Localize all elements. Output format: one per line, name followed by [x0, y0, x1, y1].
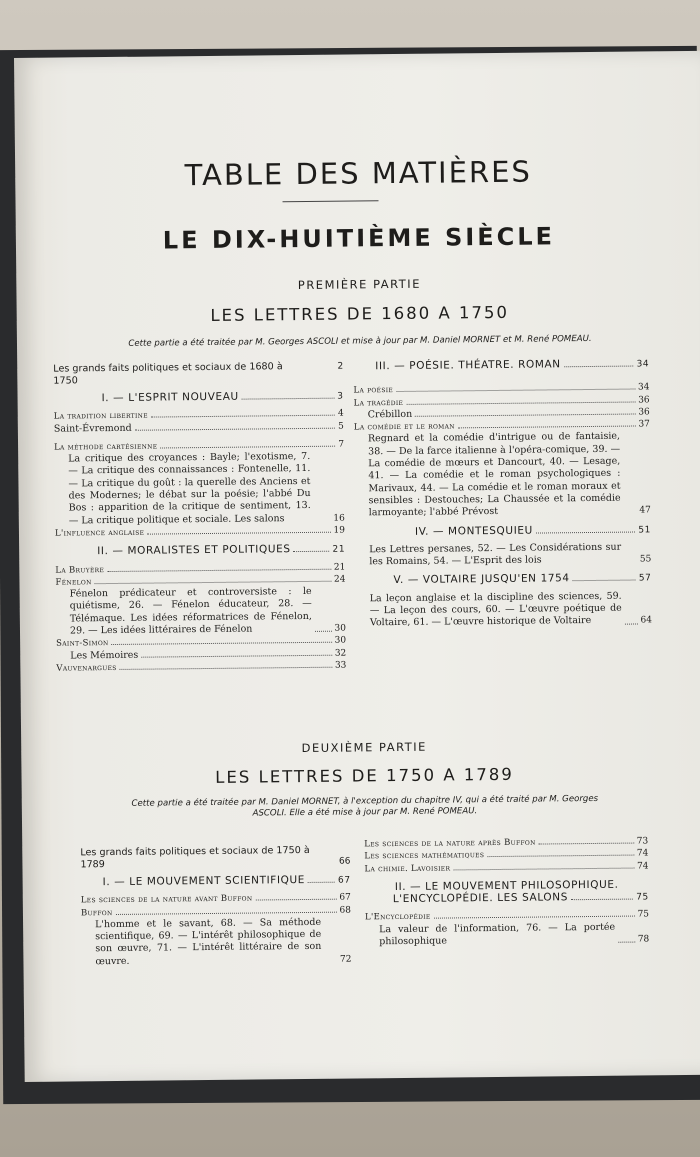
toc-entry[interactable]: Regnard et la comédie d'intrigue ou de fantaisie, 38. — De la farce italienne à l'opéra-comique, 39. — La comédie de mœurs et Dancourt, 40. — Lesage, 41. — La comédie et le roman psychologiques : Marivaux, 44. — La comédie et le roman moraux et sensibles : Destouches; La Chaussée et la comédie larmoyante; l'abbé Prévost 47: [367, 431, 651, 519]
toc-chapter[interactable]: I. — LE MOUVEMENT SCIENTIFIQUE 67: [102, 873, 351, 889]
part1-right-column: [353, 357, 652, 630]
toc-chapter[interactable]: L'ENCYCLOPÉDIE. LES SALONS 75: [392, 891, 649, 906]
part2-heading: DEUXIÈME PARTIE: [301, 739, 427, 756]
part2-title: LES LETTRES DE 1750 A 1789: [215, 764, 514, 787]
toc-entry[interactable]: Les Mémoires 32: [70, 648, 347, 662]
toc-chapter[interactable]: II. — MORALISTES ET POLITIQUES 21: [97, 543, 346, 558]
toc-entry[interactable]: La critique des croyances : Bayle; l'exotisme, 7. — La critique des connaissances : Fontenelle, 11. — La critique du goût : la querelle des Anciens et des Modernes; le débat sur la poésie; l'abbé Du Bos : apparition de la critique de sentiment, 13. — La critique politique et sociale. Les salons 16: [68, 451, 345, 527]
toc-entry[interactable]: Les sciences mathématiques 74: [364, 848, 649, 862]
toc-entry[interactable]: La poésie 34: [353, 382, 650, 396]
toc-entry[interactable]: Les sciences de la nature après Buffon 73: [364, 836, 649, 850]
toc-chapter[interactable]: III. — POÉSIE. THÉATRE. ROMAN 34: [375, 358, 650, 373]
toc-chapter[interactable]: II. — LE MOUVEMENT PHILOSOPHIQUE.: [394, 878, 619, 893]
page-subtitle: LE DIX-HUITIÈME SIÈCLE: [162, 222, 556, 255]
toc-entry[interactable]: Buffon 68: [80, 905, 351, 918]
toc-entry[interactable]: Crébillon 36: [367, 407, 650, 421]
toc-chapter[interactable]: I. — L'ESPRIT NOUVEAU 3: [101, 390, 344, 405]
toc-entry[interactable]: Fénelon 24: [55, 574, 346, 588]
toc-entry[interactable]: Saint-Évremond 5: [53, 421, 344, 435]
part1-note: Cette partie a été traitée par M. Georges ASCOLI et mise à jour par M. Daniel MORNET et M. René POMEAU.: [128, 333, 592, 349]
part1-left-column: [53, 361, 346, 675]
toc-entry[interactable]: Saint-Simon 30: [56, 635, 347, 649]
toc-entry[interactable]: La chimie. Lavoisier 74: [364, 860, 649, 874]
toc-entry[interactable]: Les grands faits politiques et sociaux de 1680 à 1750 2: [53, 361, 344, 387]
toc-entry[interactable]: L'homme et le savant, 68. — Sa méthode scientifique, 69. — L'intérêt philosophique de son œuvre, 71. — L'intérêt littéraire de son œuvre. 72: [95, 916, 352, 967]
toc-entry[interactable]: La méthode cartésienne 7: [54, 439, 345, 453]
part2-left-column: [80, 845, 351, 969]
toc-entry[interactable]: L'Encyclopédie 75: [364, 909, 650, 923]
toc-entry[interactable]: L'influence anglaise 19: [54, 525, 346, 539]
toc-chapter[interactable]: V. — VOLTAIRE JUSQU'EN 1754 57: [393, 572, 652, 587]
toc-entry[interactable]: Les grands faits politiques et sociaux de 1750 à 1789 66: [80, 844, 351, 870]
toc-entry[interactable]: La tragédie 36: [353, 394, 650, 409]
toc-entry[interactable]: Fénelon prédicateur et controversiste : le quiétisme, 26. — Fénelon éducateur, 28. — Télémaque. Les idées réformatrices de Fénelon, 29. — Les idées littéraires de Fénelon 30: [69, 586, 347, 637]
toc-entry[interactable]: Les Lettres persanes, 52. — Les Considérations sur les Romains, 54. — L'Esprit des lois 55: [369, 541, 652, 568]
page-title: TABLE DES MATIÈRES: [184, 154, 533, 193]
toc-entry[interactable]: La valeur de l'information, 76. — La portée philosophique 78: [379, 921, 650, 948]
part2-right-column: [364, 835, 649, 948]
toc-entry[interactable]: La Bruyère 21: [55, 562, 346, 576]
part2-note: Cette partie a été traitée par M. Daniel MORNET, à l'exception du chapitre IV, qui a été traité par M. Georges ASCOLI. Elle a été mise à jour par M. René POMEAU.: [131, 793, 599, 819]
toc-entry[interactable]: La leçon anglaise et la discipline des sciences, 59. — La leçon des cours, 60. — L'œuvre poétique de Voltaire, 61. — L'œuvre historique de Voltaire 64: [369, 590, 652, 629]
title-rule: [283, 200, 379, 202]
toc-entry[interactable]: La comédie et le roman 37: [353, 419, 650, 433]
part1-title: LES LETTRES DE 1680 A 1750: [210, 302, 510, 325]
toc-chapter[interactable]: IV. — MONTESQUIEU 51: [414, 524, 652, 538]
toc-entry[interactable]: Les sciences de la nature avant Buffon 67: [80, 892, 351, 906]
toc-entry[interactable]: La tradition libertine 4: [53, 408, 344, 422]
book-page: [14, 51, 700, 1082]
toc-entry[interactable]: Vauvenargues 33: [56, 660, 347, 674]
part1-heading: PREMIÈRE PARTIE: [297, 276, 422, 293]
